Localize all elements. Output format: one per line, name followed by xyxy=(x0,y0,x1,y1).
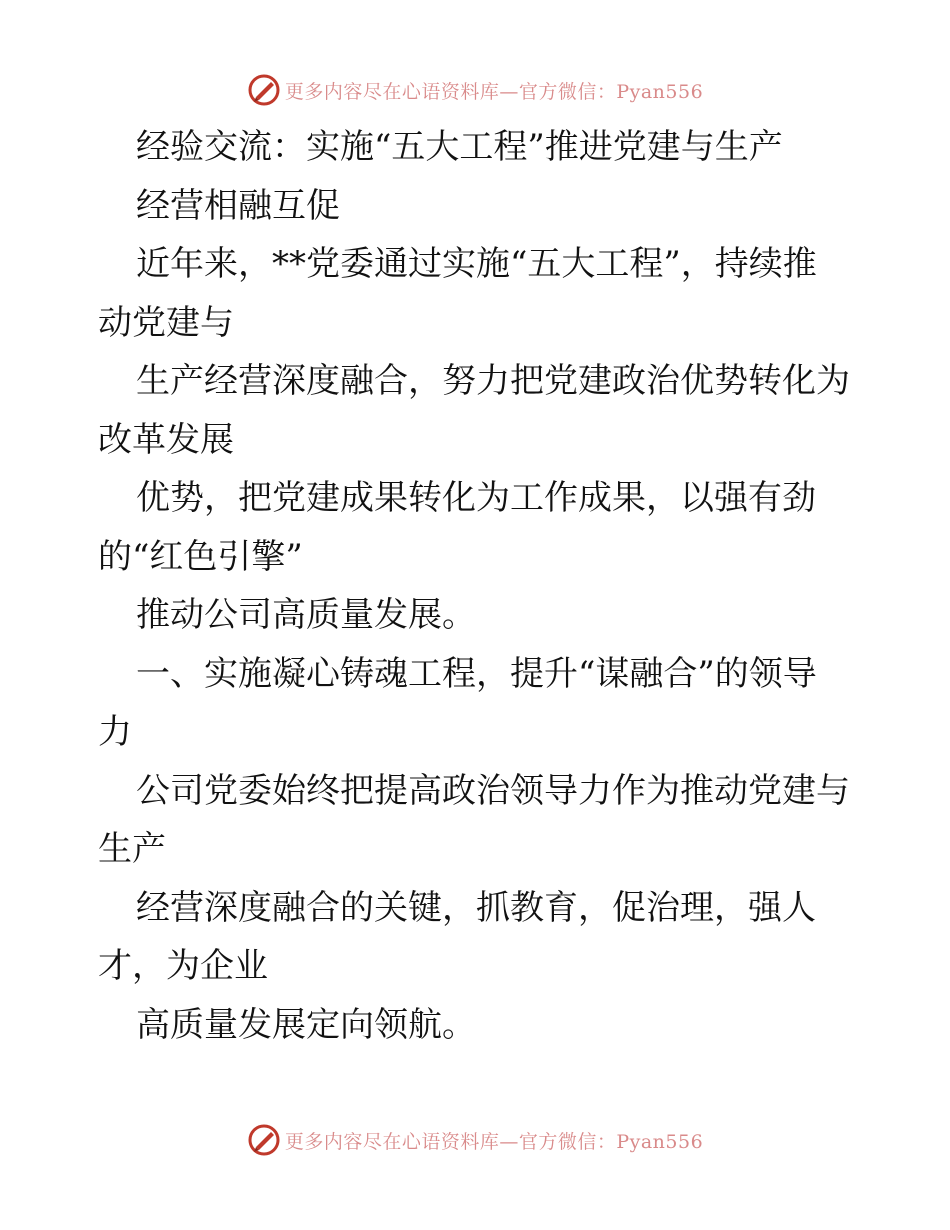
header-watermark xyxy=(0,70,950,110)
paragraph-line: 公司党委始终把提高政治领导力作为推动党建与 xyxy=(136,770,850,811)
paragraph-line: 才，为企业 xyxy=(98,946,268,986)
paragraph-line: 经营深度融合的关键，抓教育，促治理，强人 xyxy=(136,887,816,928)
header-watermark-text: 更多内容尽在心语资料库—官方微信：Pyan556 xyxy=(284,80,704,103)
pen-logo-icon xyxy=(247,1123,281,1157)
paragraph-line: 的“红色引擎” xyxy=(98,536,303,577)
paragraph-line: 改革发展 xyxy=(98,419,234,460)
footer-watermark-text: 更多内容尽在心语资料库—官方微信：Pyan556 xyxy=(284,1130,704,1153)
paragraph-line: 生产 xyxy=(98,829,166,869)
pen-logo-icon xyxy=(247,73,281,107)
paragraph-line: 推动公司高质量发展。 xyxy=(136,595,476,635)
title-line-2: 经营相融互促 xyxy=(136,185,340,226)
title-line-1: 经验交流：实施“五大工程”推进党建与生产 xyxy=(136,127,783,167)
section-heading-line: 一、实施凝心铸魂工程，提升“谋融合”的领导 xyxy=(136,653,817,694)
document-body xyxy=(98,118,858,1054)
paragraph-line: 近年来，**党委通过实施“五大工程”，持续推 xyxy=(136,244,817,284)
section-heading-line: 力 xyxy=(98,712,132,752)
paragraph-line: 优势，把党建成果转化为工作成果，以强有劲 xyxy=(136,478,816,518)
paragraph-line: 高质量发展定向领航。 xyxy=(136,1004,476,1045)
footer-watermark xyxy=(0,1120,950,1160)
paragraph-line: 动党建与 xyxy=(98,302,234,343)
paragraph-line: 生产经营深度融合，努力把党建政治优势转化为 xyxy=(136,361,850,401)
